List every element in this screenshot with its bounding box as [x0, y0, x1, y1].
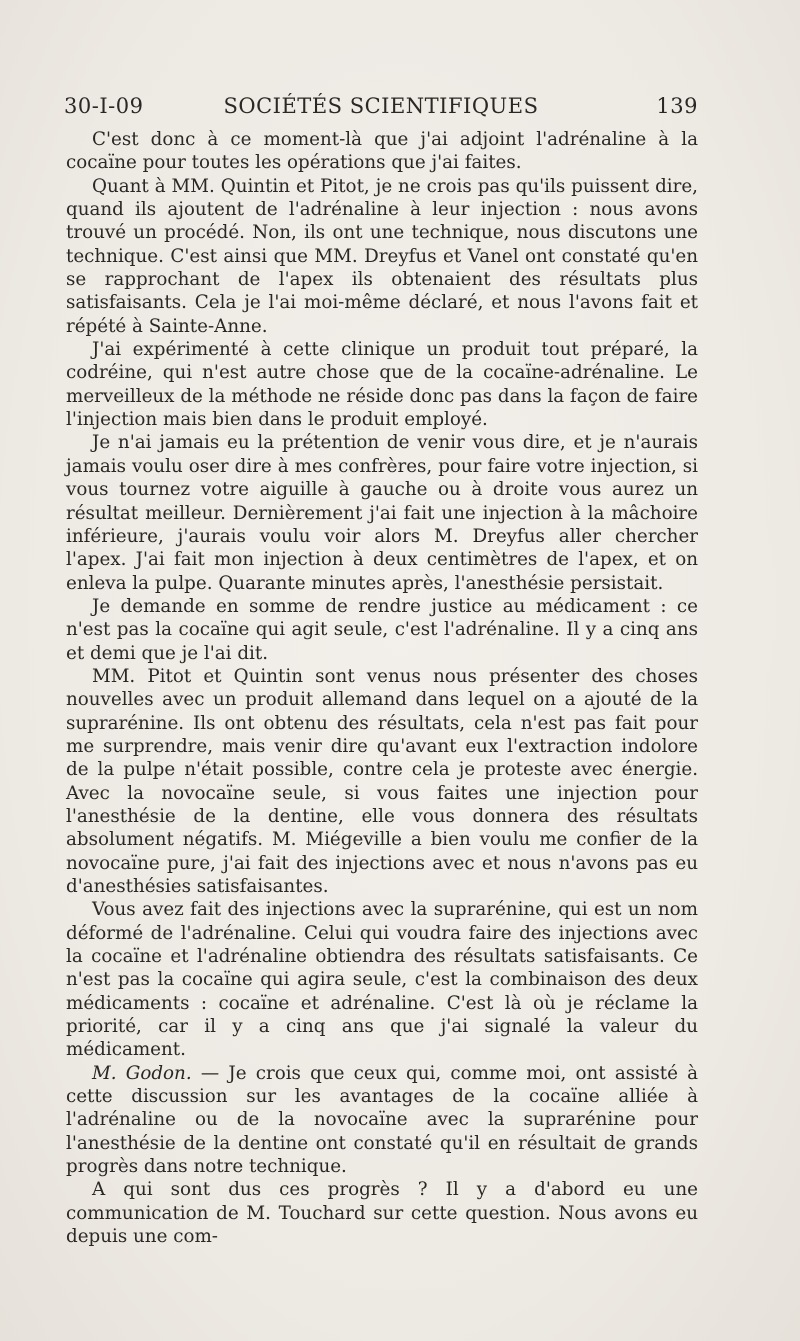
body-text	[66, 128, 698, 1249]
paragraph: J'ai expérimenté à cette clinique un produit tout préparé, la codréine, qui n'est autre chose que de la cocaïne-adrénaline. Le merveilleux de la méthode ne réside donc pas dans la façon de faire l'injection mais bien dans le produit employé.	[66, 339, 698, 431]
paragraph: C'est donc à ce moment-là que j'ai adjoint l'adrénaline à la cocaïne pour toutes les opérations que j'ai faites.	[66, 129, 698, 174]
header-date: 30-I-09	[64, 94, 144, 118]
paragraph: Je n'ai jamais eu la prétention de venir vous dire, et je n'aurais jamais voulu oser dire à mes confrères, pour faire votre injection, si vous tournez votre aiguille à gauche ou à droite vous aurez un résultat meilleur. Dernièrement j'ai fait une injection à la mâchoire inférieure, j'aurais voulu voir alors M. Dreyfus aller chercher l'apex. J'ai fait mon injection à deux centimètres de l'apex, et on enleva la pulpe. Quarante minutes après, l'anesthésie persistait.	[66, 432, 698, 594]
paragraph: Vous avez fait des injections avec la suprarénine, qui est un nom déformé de l'adrénaline. Celui qui voudra faire des injections avec la cocaïne et l'adrénaline obtiendra des résultats satisfaisants. Ce n'est pas la cocaïne qui agira seule, c'est la combinaison des deux médicaments : cocaïne et adrénaline. C'est là où je réclame la priorité, car il y a cinq ans que j'ai signalé la valeur du médicament.	[66, 899, 698, 1061]
paragraph: M. Godon. — Je crois que ceux qui, comme moi, ont assisté à cette discussion sur les avantages de la cocaïne alliée à l'adrénaline ou de la novocaïne avec la suprarénine pour l'anesthésie de la dentine ont constaté qu'il en résultait de grands progrès dans notre technique.	[66, 1062, 699, 1178]
header-title: SOCIÉTÉS SCIENTIFIQUES	[223, 94, 539, 118]
paragraph: Quant à MM. Quintin et Pitot, je ne crois pas qu'ils puissent dire, quand ils ajoutent de l'adrénaline à leur injection : nous avons trouvé un procédé. Non, ils ont une technique, nous discutons une technique. C'est ainsi que MM. Dreyfus et Vanel ont constaté qu'en se rapprochant de l'apex ils obtenaient des résultats plus satisfaisants. Cela je l'ai moi-même déclaré, et nous l'avons fait et répété à Sainte-Anne.	[66, 175, 698, 337]
paragraph: MM. Pitot et Quintin sont venus nous présenter des choses nouvelles avec un produit allemand dans lequel on a ajouté de la suprarénine. Ils ont obtenu des résultats, cela n'est pas fait pour me surprendre, mais venir dire qu'avant eux l'extraction indolore de la pulpe n'était possible, contre cela je proteste avec énergie. Avec la novocaïne seule, si vous faites une injection pour l'anesthésie de la dentine, elle vous donnera des résultats absolument négatifs. M. Miégeville a bien voulu me confier de la novocaïne pure, j'ai fait des injections avec et nous n'avons pas eu d'anesthésies satisfaisantes.	[66, 665, 698, 897]
paragraph: Je demande en somme de rendre justice au médicament : ce n'est pas la cocaïne qui agit seule, c'est l'adrénaline. Il y a cinq ans et demi que je l'ai dit.	[66, 595, 698, 664]
paragraph: A qui sont dus ces progrès ? Il y a d'abord eu une communication de M. Touchard sur cette question. Nous avons eu depuis une com-	[66, 1179, 698, 1248]
page-number: 139	[656, 94, 698, 118]
speaker-name: M. Godon.	[92, 1062, 192, 1084]
running-head	[64, 90, 698, 122]
